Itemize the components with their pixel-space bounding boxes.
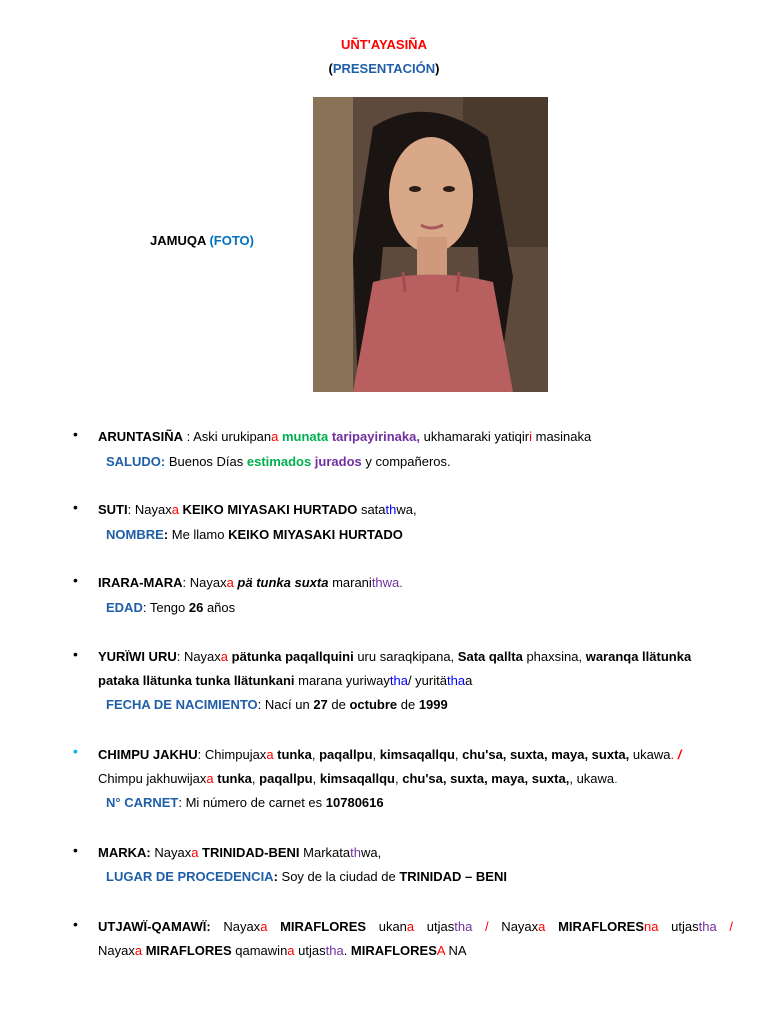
- text-run: tha: [389, 673, 408, 688]
- item-label: CHIMPU JAKHU: [98, 747, 198, 762]
- text-run: pätunka paqallquini: [228, 649, 354, 664]
- text-run: TRINIDAD – BENI: [399, 869, 507, 884]
- text-run: Sata qallta: [457, 649, 523, 664]
- item-label: SUTI: [98, 502, 128, 517]
- list-bullet: •: [73, 916, 78, 932]
- list-bullet: •: [73, 572, 78, 588]
- text-run: 27: [313, 697, 328, 712]
- text-run: , ukawa: [569, 771, 615, 786]
- text-run: /: [716, 919, 733, 934]
- text-run: wa,: [360, 845, 382, 860]
- text-run: : Nayax: [176, 649, 221, 664]
- text-run: tha: [446, 673, 466, 688]
- text-run: :: [273, 869, 278, 884]
- text-run: a: [538, 919, 546, 934]
- text-run: .: [399, 575, 403, 590]
- text-run: KEIKO MIYASAKI HURTADO: [228, 527, 403, 542]
- list-bullet: •: [73, 499, 78, 515]
- text-run: : Nací un: [257, 697, 314, 712]
- text-run: :: [146, 845, 151, 860]
- text-run: octubre: [349, 697, 398, 712]
- subtitle-text: PRESENTACIÓN: [332, 61, 436, 76]
- translation-lugar: [106, 865, 746, 889]
- text-run: taripayirinaka,: [328, 429, 420, 444]
- text-run: ,: [311, 747, 320, 762]
- text-run: : Tengo: [142, 600, 189, 615]
- list-bullet: •: [73, 743, 78, 759]
- text-run: masinaka: [532, 429, 592, 444]
- list-item-chimpu-jakhu-line2: [98, 767, 738, 791]
- text-run: waranqa llätunka: [585, 649, 692, 664]
- text-run: Buenos Días: [165, 454, 247, 469]
- translation-label: SALUDO:: [106, 454, 166, 469]
- translation-saludo: [106, 450, 746, 474]
- translation-label: NOMBRE: [106, 527, 164, 542]
- item-label: ARUNTASIÑA: [98, 429, 183, 444]
- text-run: Markata: [299, 845, 351, 860]
- translation-label: FECHA DE NACIMIENTO: [106, 697, 258, 712]
- text-run: a: [465, 673, 473, 688]
- text-run: pataka llätunka tunka llätunkani: [98, 673, 295, 688]
- text-run: a: [171, 502, 179, 517]
- text-run: : Chimpujax: [197, 747, 267, 762]
- text-run: tha: [325, 943, 344, 958]
- translation-label: LUGAR DE PROCEDENCIA: [106, 869, 274, 884]
- text-run: wa,: [396, 502, 417, 517]
- text-run: / yurit: [407, 673, 440, 688]
- subtitle-paren-open: (: [328, 61, 333, 76]
- text-run: Chimpu jakhuwijax: [98, 771, 207, 786]
- text-run: chu'sa, suxta, maya, suxta,: [462, 747, 630, 762]
- text-run: Nayax: [98, 943, 135, 958]
- text-run: Nayax: [488, 919, 539, 934]
- text-run: KEIKO MIYASAKI HURTADO: [178, 502, 358, 517]
- text-run: munata: [278, 429, 329, 444]
- text-run: a: [260, 919, 268, 934]
- text-run: qamawin: [231, 943, 288, 958]
- portrait-image: [313, 97, 548, 392]
- text-run: tha: [454, 919, 473, 934]
- text-run: :: [163, 527, 169, 542]
- list-item-yuriwi-uru-line2: [98, 669, 738, 693]
- text-run: uru saraqkipana,: [353, 649, 458, 664]
- text-run: ä: [439, 673, 447, 688]
- text-run: kimsaqallqu: [319, 771, 395, 786]
- text-run: MIRAFLORES: [350, 943, 437, 958]
- text-run: tunka: [273, 747, 312, 762]
- text-run: MIRAFLORES: [545, 919, 645, 934]
- text-run: ,: [454, 747, 463, 762]
- item-label: IRARA-MARA: [98, 575, 183, 590]
- text-run: /: [472, 919, 489, 934]
- text-run: ,: [251, 771, 260, 786]
- text-run: na: [644, 919, 659, 934]
- page-title: UÑT'AYASIÑA: [341, 37, 427, 52]
- text-run: a: [266, 747, 274, 762]
- list-item-utjawi-qamawi: [98, 915, 733, 939]
- text-run: 26: [188, 600, 204, 615]
- text-run: utjas: [294, 943, 326, 958]
- text-run: ukhamaraki yatiqir: [420, 429, 530, 444]
- translation-nombre: [106, 523, 746, 547]
- text-run: a: [271, 429, 279, 444]
- text-run: sata: [357, 502, 386, 517]
- photo-label-foto: (FOTO): [209, 233, 254, 248]
- text-run: estimados: [246, 454, 312, 469]
- text-run: i: [529, 429, 532, 444]
- text-run: paqallpu: [319, 747, 373, 762]
- text-run: tunka: [213, 771, 252, 786]
- text-run: utjas: [658, 919, 699, 934]
- text-run: : Aski urukipan: [182, 429, 272, 444]
- translation-fecha: [106, 693, 746, 717]
- text-run: TRINIDAD-BENI: [198, 845, 300, 860]
- text-run: Nayax: [150, 845, 192, 860]
- text-run: ,: [372, 747, 380, 762]
- list-bullet: •: [73, 842, 78, 858]
- text-run: ,: [394, 771, 403, 786]
- text-run: a: [191, 845, 199, 860]
- text-run: a: [287, 943, 295, 958]
- text-run: de: [397, 697, 419, 712]
- text-run: MIRAFLORES: [267, 919, 367, 934]
- list-item-marka: [98, 841, 738, 865]
- text-run: : Nayax: [182, 575, 227, 590]
- text-run: thwa: [371, 575, 400, 590]
- text-run: 10780616: [325, 795, 384, 810]
- text-run: tha: [698, 919, 717, 934]
- text-run: Soy de la ciudad de: [277, 869, 400, 884]
- text-run: .: [343, 943, 351, 958]
- text-run: a: [206, 771, 214, 786]
- text-run: phaxsina,: [522, 649, 586, 664]
- text-run: kimsaqallqu: [379, 747, 455, 762]
- text-run: utjas: [414, 919, 455, 934]
- subtitle-paren-close: ): [435, 61, 440, 76]
- text-run: a: [226, 575, 234, 590]
- text-run: paqallpu: [259, 771, 313, 786]
- page-subtitle: [0, 61, 768, 76]
- text-run: a: [220, 649, 229, 664]
- list-item-aruntasina: [98, 425, 738, 449]
- text-run: th: [385, 502, 397, 517]
- text-run: /: [674, 747, 682, 762]
- text-run: y compañeros.: [361, 454, 451, 469]
- text-run: marana yuriway: [294, 673, 390, 688]
- text-run: : Nayax: [127, 502, 172, 517]
- text-run: a: [406, 919, 415, 934]
- profile-photo: [313, 97, 548, 392]
- item-label: YURÏWI URU: [98, 649, 177, 664]
- text-run: Me llamo: [168, 527, 229, 542]
- list-item-yuriwi-uru: [98, 645, 738, 669]
- item-label: MARKA: [98, 845, 147, 860]
- text-run: de: [327, 697, 350, 712]
- text-run: : Mi número de carnet es: [178, 795, 326, 810]
- text-run: th: [350, 845, 361, 860]
- text-run: Nayax: [210, 919, 261, 934]
- text-run: jurados: [311, 454, 362, 469]
- text-run: chu'sa, suxta, maya, suxta,: [402, 771, 570, 786]
- text-run: NA: [444, 943, 467, 958]
- list-item-suti: [98, 498, 738, 522]
- list-item-irara-mara: [98, 571, 738, 595]
- text-run: MIRAFLORES: [142, 943, 232, 958]
- text-run: años: [203, 600, 236, 615]
- text-run: A: [436, 943, 445, 958]
- text-run: pä tunka suxta: [233, 575, 329, 590]
- translation-carnet: [106, 791, 746, 815]
- photo-label-text: JAMUQA: [150, 233, 210, 248]
- list-bullet: •: [73, 646, 78, 662]
- item-label: UTJAWÏ-QAMAWÏ:: [98, 919, 211, 934]
- text-run: ukan: [366, 919, 407, 934]
- text-run: ,: [312, 771, 320, 786]
- translation-label: EDAD: [106, 600, 143, 615]
- text-run: .: [670, 747, 675, 762]
- translation-label: N° CARNET: [106, 795, 179, 810]
- text-run: ukawa: [629, 747, 671, 762]
- list-bullet: •: [73, 426, 78, 442]
- list-item-chimpu-jakhu: [98, 743, 738, 767]
- list-item-utjawi-qamawi-line2: [98, 939, 738, 963]
- text-run: .: [614, 771, 618, 786]
- text-run: marani: [328, 575, 372, 590]
- photo-label: [150, 233, 254, 248]
- translation-edad: [106, 596, 746, 620]
- text-run: a: [134, 943, 143, 958]
- text-run: 1999: [418, 697, 448, 712]
